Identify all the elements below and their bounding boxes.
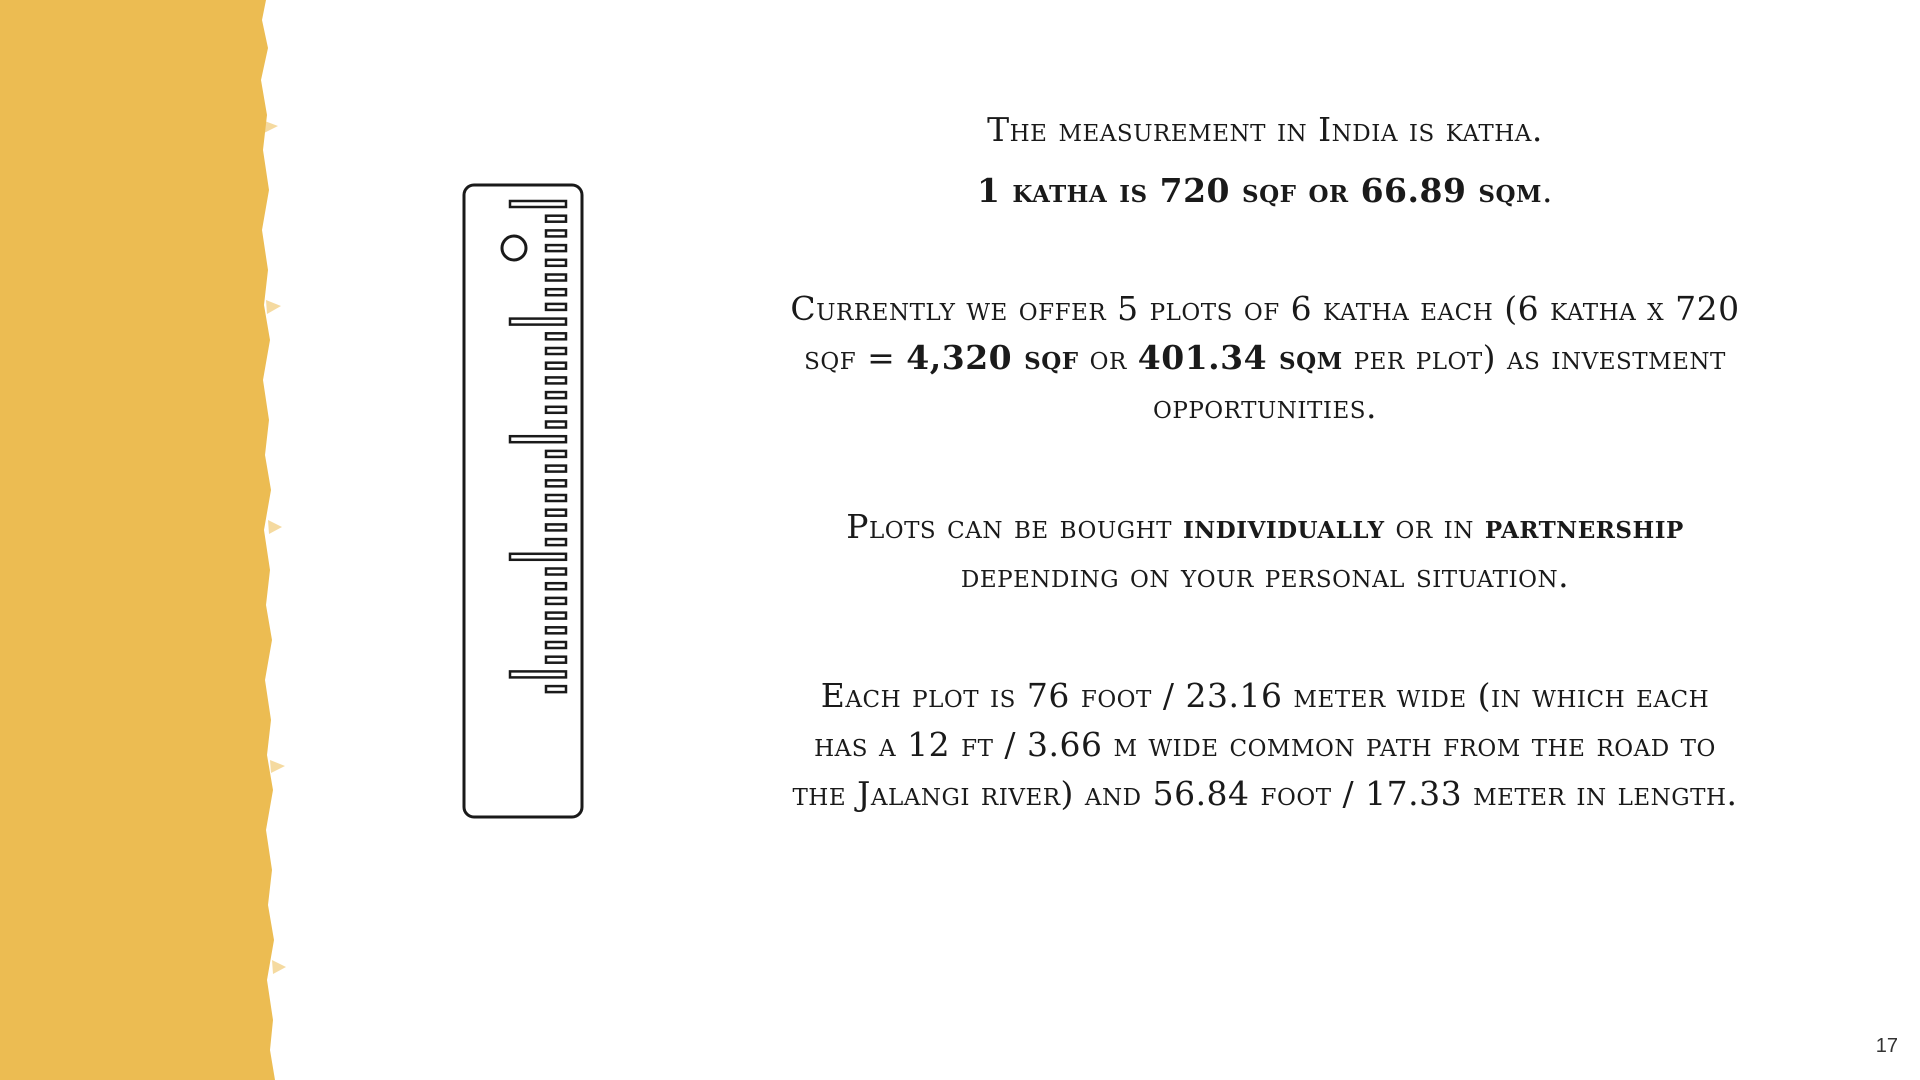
ruler-major-tick (510, 671, 566, 677)
ruler-minor-tick (546, 363, 566, 369)
brush-stroke-decoration (0, 0, 290, 1080)
ruler-minor-tick (546, 216, 566, 222)
ruler-minor-tick (546, 289, 566, 295)
ruler-icon (462, 183, 586, 823)
ruler-minor-tick (546, 686, 566, 692)
slide-content (790, 105, 1740, 818)
ruler-minor-tick (546, 275, 566, 281)
plot-offer: Currently we offer 5 plots of 6 katha each (6 katha x 720 sqf = 4,320 sqf or 401.34 sqm per plot) as investment opportunities. (790, 289, 1740, 426)
ruler-minor-tick (546, 510, 566, 516)
ruler-minor-tick (546, 245, 566, 251)
page-number: 17 (1875, 1035, 1898, 1057)
ruler-minor-tick (546, 260, 566, 266)
ruler-minor-tick (546, 495, 566, 501)
ruler-minor-tick (546, 377, 566, 383)
ruler-minor-tick (546, 422, 566, 428)
ruler-minor-tick (546, 657, 566, 663)
katha-conversion: 1 katha is 720 sqf or 66.89 sqm. (976, 171, 1554, 210)
ruler-minor-tick (546, 392, 566, 398)
ruler-major-tick (510, 554, 566, 560)
ruler-major-tick (510, 201, 566, 207)
ruler-minor-tick (546, 642, 566, 648)
ruler-minor-tick (546, 583, 566, 589)
ruler-minor-tick (546, 627, 566, 633)
ruler-minor-tick (546, 451, 566, 457)
ruler-minor-tick (546, 333, 566, 339)
plot-dimensions: Each plot is 76 foot / 23.16 meter wide (in which each has a 12 ft / 3.66 m wide common path from the road to the Jalangi river) and 56.84 foot / 17.33 meter in length. (792, 676, 1738, 813)
ruler-minor-tick (546, 230, 566, 236)
ruler-minor-tick (546, 466, 566, 472)
ruler-minor-tick (546, 348, 566, 354)
ruler-minor-tick (546, 598, 566, 604)
ruler-major-tick (510, 319, 566, 325)
ruler-minor-tick (546, 524, 566, 530)
katha-intro: The measurement in India is katha. (987, 110, 1543, 149)
ruler-minor-tick (546, 407, 566, 413)
ruler-minor-tick (546, 304, 566, 310)
purchase-options: Plots can be bought individually or in partnership depending on your personal situation. (846, 507, 1684, 595)
ruler-minor-tick (546, 613, 566, 619)
ruler-minor-tick (546, 480, 566, 486)
ruler-minor-tick (546, 569, 566, 575)
ruler-minor-tick (546, 539, 566, 545)
ruler-major-tick (510, 436, 566, 442)
